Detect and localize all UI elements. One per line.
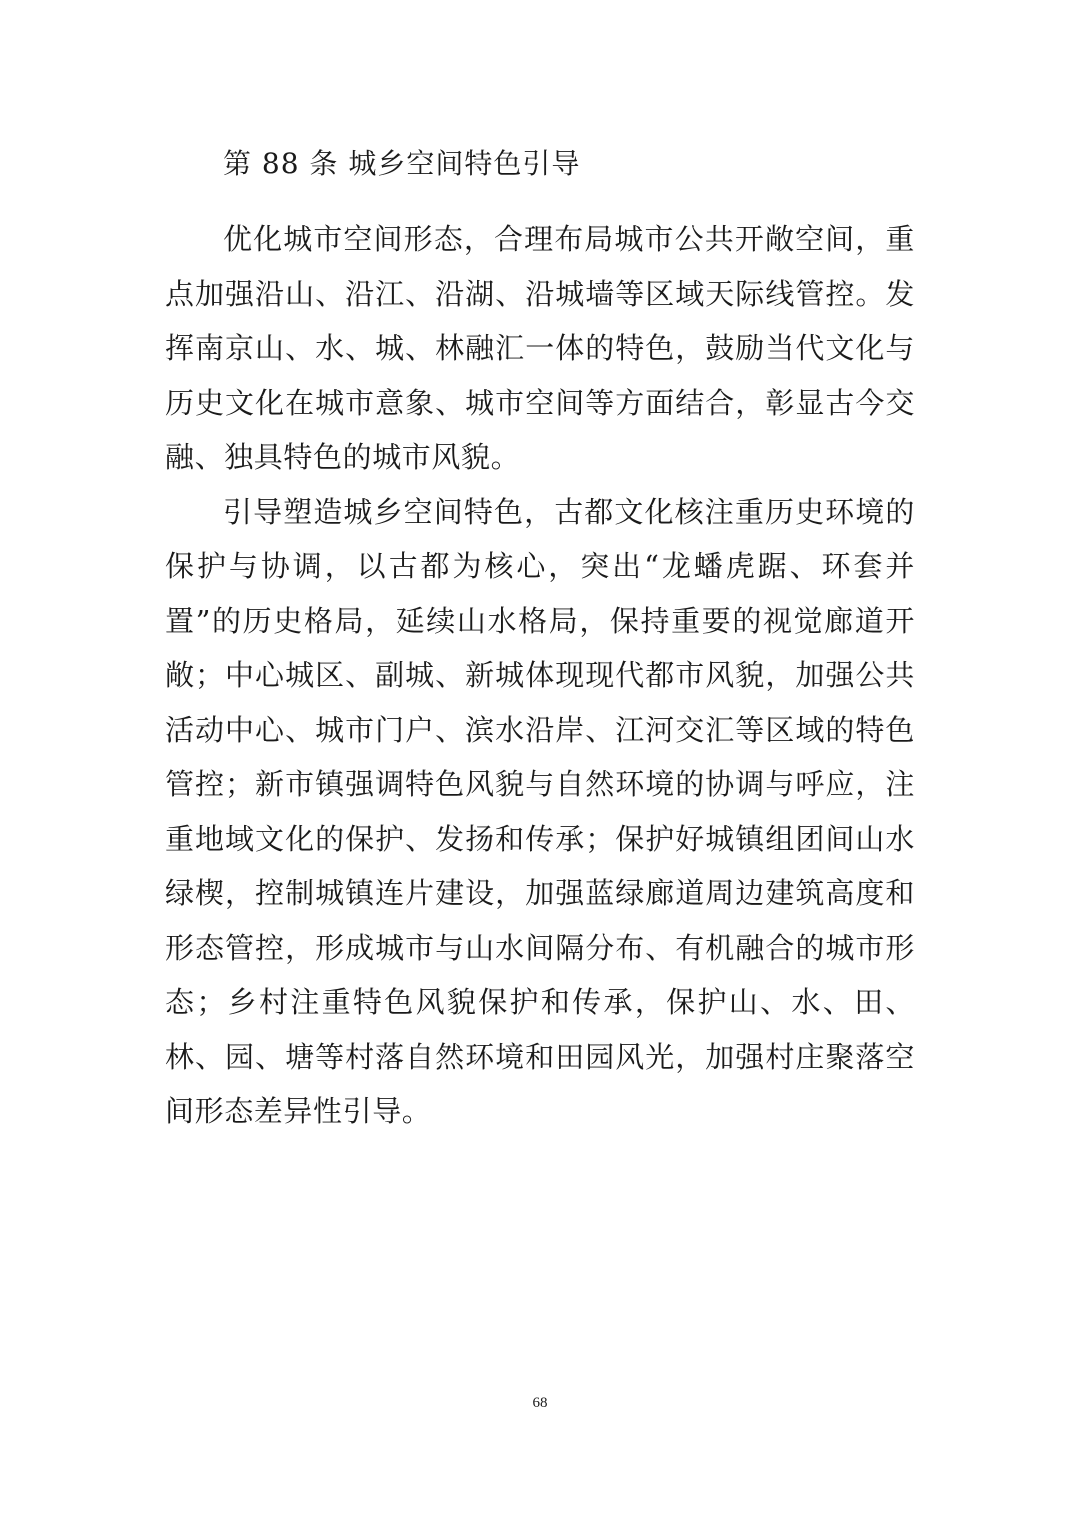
page-number: 68 — [532, 1395, 548, 1411]
paragraph-1: 优化城市空间形态，合理布局城市公共开敞空间，重点加强沿山、沿江、沿湖、沿城墙等区域天际线管控。发挥南京山、水、城、林融汇一体的特色，鼓励当代文化与历史文化在城市意象、城市空间等方面结合，彰显古今交融、独具特色的城市风貌。 — [165, 222, 915, 474]
page-content — [165, 138, 915, 1139]
article-title: 第 88 条 城乡空间特色引导 — [223, 147, 581, 180]
paragraph-2: 引导塑造城乡空间特色，古都文化核注重历史环境的保护与协调，以古都为核心，突出“龙蟠虎踞、环套并置”的历史格局，延续山水格局，保持重要的视觉廊道开敞；中心城区、副城、新城体现现代都市风貌，加强公共活动中心、城市门户、滨水沿岸、江河交汇等区域的特色管控；新市镇强调特色风貌与自然环境的协调与呼应，注重地域文化的保护、发扬和传承；保护好城镇组团间山水绿楔，控制城镇连片建设，加强蓝绿廊道周边建筑高度和形态管控，形成城市与山水间隔分布、有机融合的城市形态；乡村注重特色风貌保护和传承，保护山、水、田、林、园、塘等村落自然环境和田园风光，加强村庄聚落空间形态差异性引导。 — [165, 494, 915, 1128]
